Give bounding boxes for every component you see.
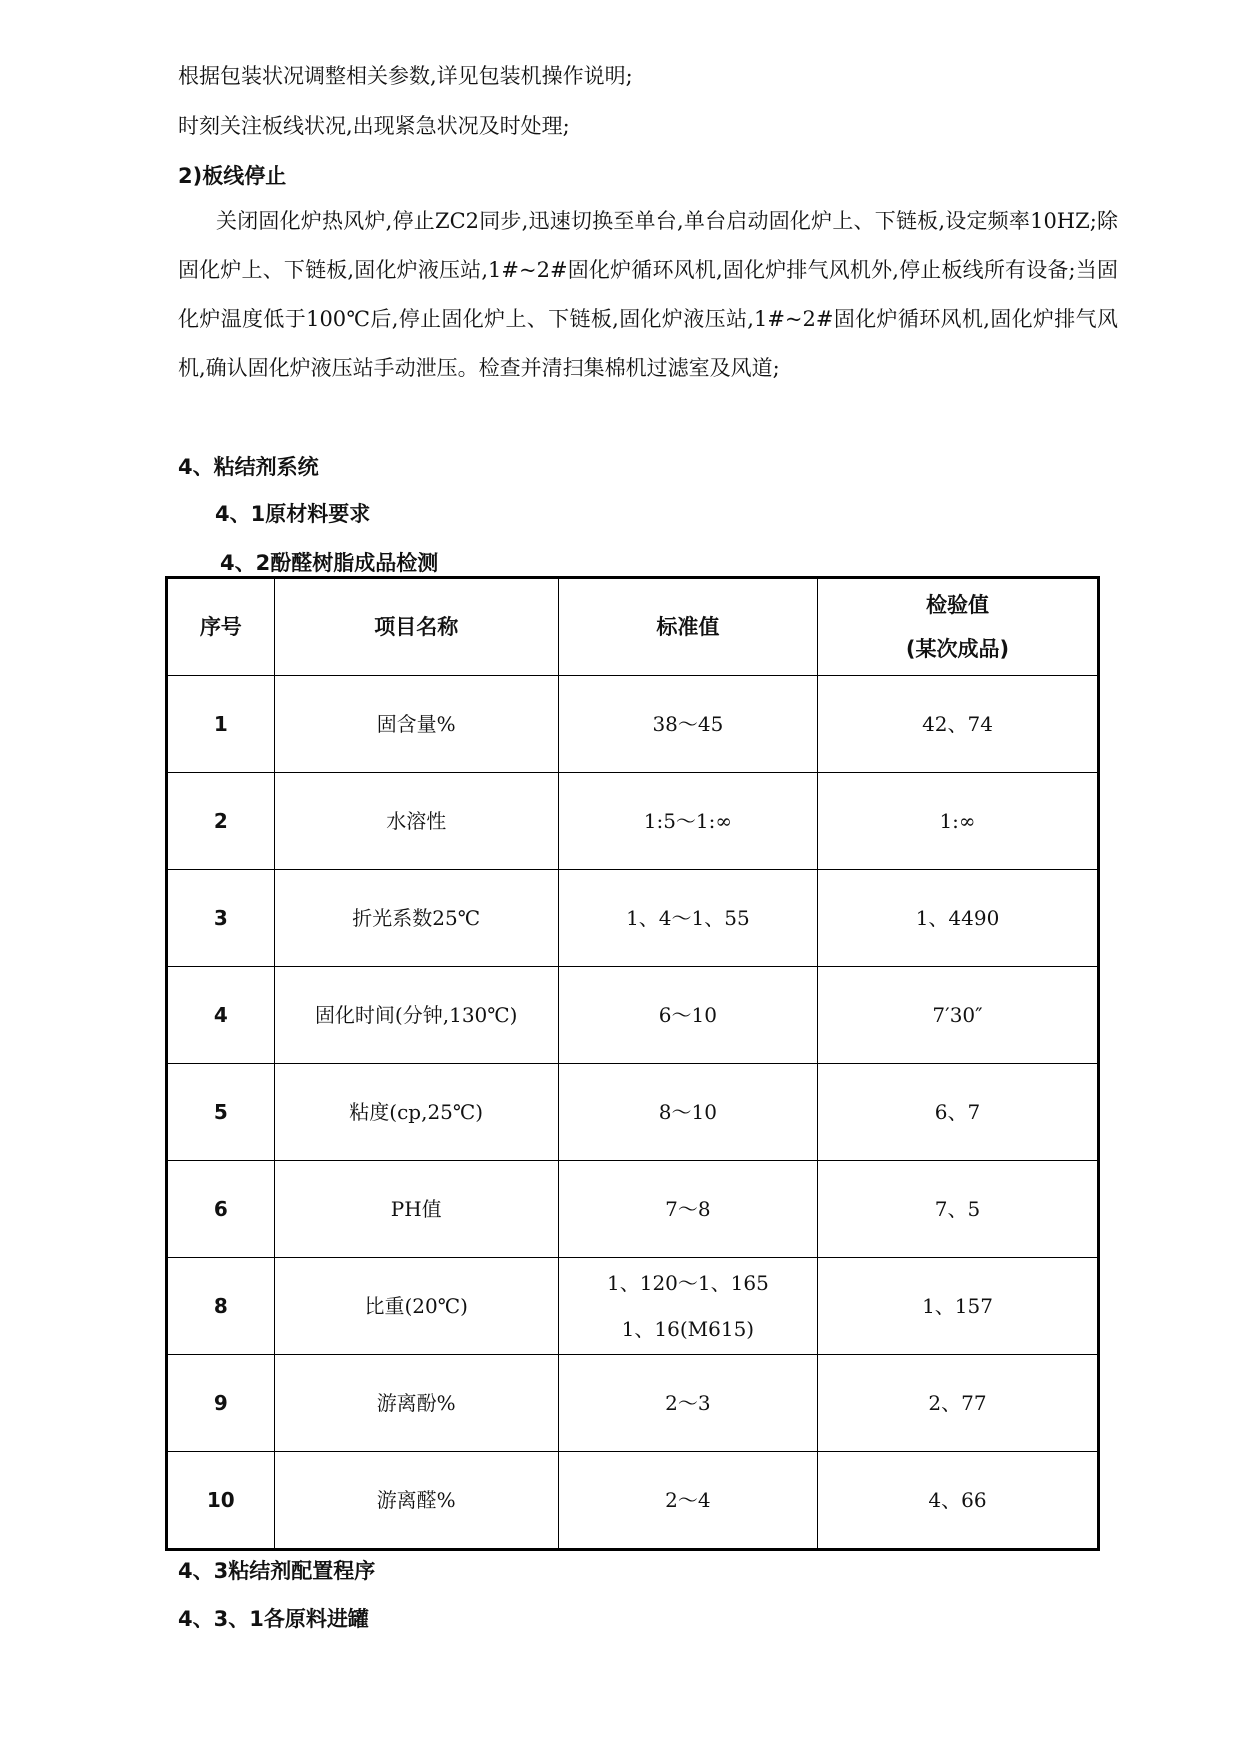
cell-standard-line: 7～8 bbox=[665, 1197, 711, 1221]
cell-standard-line: 1、4～1、55 bbox=[626, 906, 750, 930]
table-row bbox=[167, 676, 1099, 773]
table-row bbox=[167, 1064, 1099, 1161]
cell-test: 7′30″ bbox=[818, 967, 1099, 1064]
table-row bbox=[167, 1258, 1099, 1355]
cell-standard-line: 1:5～1:∞ bbox=[643, 809, 733, 833]
cell-standard-line: 2～4 bbox=[665, 1488, 711, 1512]
section4-2-heading: 4、2酚醛树脂成品检测 bbox=[220, 551, 439, 575]
section4-heading: 4、粘结剂系统 bbox=[178, 455, 319, 479]
cell-test: 7、5 bbox=[818, 1161, 1099, 1258]
cell-item: 固化时间(分钟,130℃) bbox=[274, 967, 558, 1064]
cell-standard bbox=[558, 1355, 817, 1452]
cell-test: 1:∞ bbox=[818, 773, 1099, 870]
intro-line-1: 根据包装状况调整相关参数,详见包装机操作说明; bbox=[178, 64, 633, 88]
cell-item: 折光系数25℃ bbox=[274, 870, 558, 967]
table-row bbox=[167, 870, 1099, 967]
cell-standard bbox=[558, 1161, 817, 1258]
cell-test: 1、157 bbox=[818, 1258, 1099, 1355]
cell-test: 6、7 bbox=[818, 1064, 1099, 1161]
cell-item: 游离酚% bbox=[274, 1355, 558, 1452]
header-item: 项目名称 bbox=[274, 578, 558, 676]
cell-no: 4 bbox=[167, 967, 275, 1064]
cell-standard-line: 6～10 bbox=[658, 1003, 717, 1027]
header-test-line2: (某次成品) bbox=[905, 637, 1010, 661]
cell-standard bbox=[558, 1064, 817, 1161]
cell-item: 游离醛% bbox=[274, 1452, 558, 1550]
stop-section-heading: 2)板线停止 bbox=[178, 164, 287, 188]
section4-3-1-heading: 4、3、1各原料进罐 bbox=[178, 1607, 369, 1631]
header-test-line1: 检验值 bbox=[926, 593, 990, 617]
resin-test-table bbox=[165, 576, 1100, 1551]
cell-no: 5 bbox=[167, 1064, 275, 1161]
cell-standard bbox=[558, 1452, 817, 1550]
cell-standard bbox=[558, 676, 817, 773]
cell-test: 42、74 bbox=[818, 676, 1099, 773]
cell-standard-line: 1、120～1、165 bbox=[607, 1271, 769, 1295]
header-standard: 标准值 bbox=[558, 578, 817, 676]
cell-standard-line: 38～45 bbox=[652, 712, 724, 736]
table-header-row bbox=[167, 578, 1099, 676]
intro-line-2: 时刻关注板线状况,出现紧急状况及时处理; bbox=[178, 114, 570, 138]
cell-item: PH值 bbox=[274, 1161, 558, 1258]
cell-no: 3 bbox=[167, 870, 275, 967]
table-row bbox=[167, 1452, 1099, 1550]
cell-item: 水溶性 bbox=[274, 773, 558, 870]
cell-item: 粘度(cp,25℃) bbox=[274, 1064, 558, 1161]
cell-item: 比重(20℃) bbox=[274, 1258, 558, 1355]
cell-standard bbox=[558, 773, 817, 870]
section4-1-heading: 4、1原材料要求 bbox=[215, 502, 371, 526]
cell-no: 2 bbox=[167, 773, 275, 870]
cell-no: 8 bbox=[167, 1258, 275, 1355]
cell-standard bbox=[558, 967, 817, 1064]
cell-no: 6 bbox=[167, 1161, 275, 1258]
cell-item: 固含量% bbox=[274, 676, 558, 773]
table-row bbox=[167, 1355, 1099, 1452]
stop-section-paragraph: 关闭固化炉热风炉,停止ZC2同步,迅速切换至单台,单台启动固化炉上、下链板,设定频率10HZ;除固化炉上、下链板,固化炉液压站,1#~2#固化炉循环风机,固化炉排气风机外,停止板线所有设备;当固化炉温度低于100℃后,停止固化炉上、下链板,固化炉液压站,1#~2#固化炉循环风机,固化炉排气风机,确认固化炉液压站手动泄压。检查并清扫集棉机过滤室及风道; bbox=[178, 209, 1118, 380]
cell-no: 1 bbox=[167, 676, 275, 773]
cell-test: 4、66 bbox=[818, 1452, 1099, 1550]
header-no: 序号 bbox=[167, 578, 275, 676]
cell-standard-line: 8～10 bbox=[658, 1100, 717, 1124]
section4-3-heading: 4、3粘结剂配置程序 bbox=[178, 1559, 376, 1583]
table-row bbox=[167, 1161, 1099, 1258]
cell-no: 9 bbox=[167, 1355, 275, 1452]
table-row bbox=[167, 967, 1099, 1064]
cell-test: 1、4490 bbox=[818, 870, 1099, 967]
header-test bbox=[818, 578, 1099, 676]
cell-test: 2、77 bbox=[818, 1355, 1099, 1452]
cell-no: 10 bbox=[167, 1452, 275, 1550]
cell-standard-line: 2～3 bbox=[665, 1391, 711, 1415]
cell-standard bbox=[558, 870, 817, 967]
cell-standard bbox=[558, 1258, 817, 1355]
table-row bbox=[167, 773, 1099, 870]
cell-standard-line: 1、16(M615) bbox=[621, 1317, 755, 1341]
